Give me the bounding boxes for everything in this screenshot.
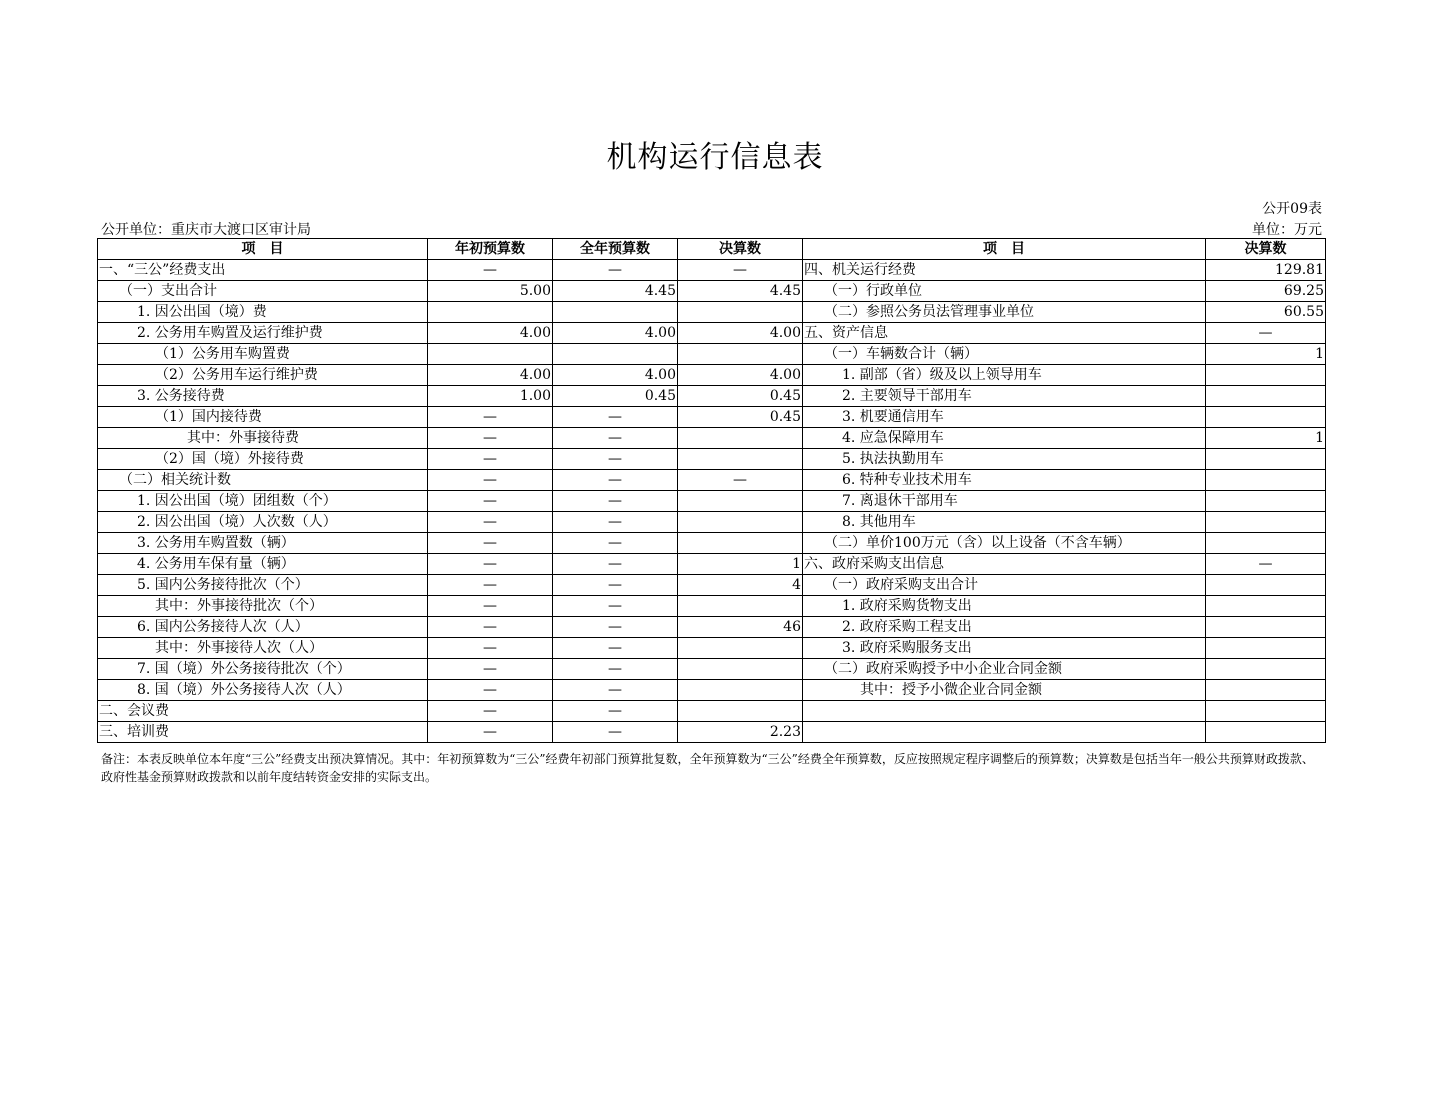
- annual-budget-cell: 4.00: [553, 365, 678, 386]
- initial-budget-cell: —: [428, 596, 553, 617]
- right-final-account-cell: [1206, 407, 1326, 428]
- table-row: [98, 470, 1326, 491]
- header-item-right: 项 目: [803, 239, 1206, 260]
- initial-budget-cell: —: [428, 407, 553, 428]
- final-account-cell: 46: [678, 617, 803, 638]
- right-final-account-cell: [1206, 386, 1326, 407]
- final-account-cell: —: [678, 470, 803, 491]
- initial-budget-cell: [428, 302, 553, 323]
- right-final-account-cell: 1: [1206, 344, 1326, 365]
- right-item-label: 其中：授予小微企业合同金额: [803, 680, 1206, 701]
- initial-budget-cell: —: [428, 260, 553, 281]
- table-row: [98, 491, 1326, 512]
- right-item-label: 3. 政府采购服务支出: [803, 638, 1206, 659]
- initial-budget-cell: —: [428, 659, 553, 680]
- right-final-account-cell: —: [1206, 554, 1326, 575]
- right-item-label: （一）车辆数合计（辆）: [803, 344, 1206, 365]
- right-item-label: 5. 执法执勤用车: [803, 449, 1206, 470]
- final-account-cell: 4.00: [678, 365, 803, 386]
- page-title: 机构运行信息表: [606, 140, 824, 175]
- header-initial-budget: 年初预算数: [428, 239, 553, 260]
- header-item-left: 项 目: [98, 239, 428, 260]
- item-label: （1）国内接待费: [98, 407, 428, 428]
- right-final-account-cell: 60.55: [1206, 302, 1326, 323]
- table-row: [98, 596, 1326, 617]
- final-account-cell: [678, 344, 803, 365]
- header-row: [98, 239, 1326, 260]
- table-row: [98, 533, 1326, 554]
- initial-budget-cell: [428, 344, 553, 365]
- right-item-label: （二）参照公务员法管理事业单位: [803, 302, 1206, 323]
- right-final-account-cell: —: [1206, 323, 1326, 344]
- initial-budget-cell: —: [428, 554, 553, 575]
- item-label: 3. 公务接待费: [98, 386, 428, 407]
- right-item-label: 四、机关运行经费: [803, 260, 1206, 281]
- right-final-account-cell: [1206, 533, 1326, 554]
- annual-budget-cell: 4.00: [553, 323, 678, 344]
- annual-budget-cell: —: [553, 617, 678, 638]
- initial-budget-cell: —: [428, 491, 553, 512]
- final-account-cell: [678, 701, 803, 722]
- right-item-label: 1. 副部（省）级及以上领导用车: [803, 365, 1206, 386]
- right-item-label: （二）政府采购授予中小企业合同金额: [803, 659, 1206, 680]
- annual-budget-cell: —: [553, 428, 678, 449]
- table-row: [98, 407, 1326, 428]
- right-item-label: 6. 特种专业技术用车: [803, 470, 1206, 491]
- right-item-label: （一）行政单位: [803, 281, 1206, 302]
- annual-budget-cell: —: [553, 659, 678, 680]
- item-label: 1. 因公出国（境）团组数（个）: [98, 491, 428, 512]
- final-account-cell: [678, 680, 803, 701]
- table-row: [98, 512, 1326, 533]
- initial-budget-cell: —: [428, 470, 553, 491]
- table-row: [98, 617, 1326, 638]
- table-row: [98, 449, 1326, 470]
- initial-budget-cell: 4.00: [428, 365, 553, 386]
- annual-budget-cell: —: [553, 638, 678, 659]
- item-label: （2）国（境）外接待费: [98, 449, 428, 470]
- right-final-account-cell: 69.25: [1206, 281, 1326, 302]
- annual-budget-cell: —: [553, 512, 678, 533]
- info-table: [97, 238, 1326, 743]
- table-row: [98, 302, 1326, 323]
- item-label: 2. 因公出国（境）人次数（人）: [98, 512, 428, 533]
- right-item-label: 1. 政府采购货物支出: [803, 596, 1206, 617]
- right-item-label: [803, 701, 1206, 722]
- final-account-cell: 1: [678, 554, 803, 575]
- table-row: [98, 680, 1326, 701]
- annual-budget-cell: 0.45: [553, 386, 678, 407]
- final-account-cell: 4: [678, 575, 803, 596]
- annual-budget-cell: —: [553, 554, 678, 575]
- table-row: [98, 638, 1326, 659]
- final-account-cell: [678, 638, 803, 659]
- right-final-account-cell: [1206, 491, 1326, 512]
- right-final-account-cell: [1206, 680, 1326, 701]
- right-item-label: （二）单价100万元（含）以上设备（不含车辆）: [803, 533, 1206, 554]
- annual-budget-cell: 4.45: [553, 281, 678, 302]
- table-row: [98, 428, 1326, 449]
- header-final-account-right: 决算数: [1206, 239, 1326, 260]
- item-label: 2. 公务用车购置及运行维护费: [98, 323, 428, 344]
- right-final-account-cell: 1: [1206, 428, 1326, 449]
- annual-budget-cell: —: [553, 407, 678, 428]
- table-row: [98, 365, 1326, 386]
- right-item-label: （一）政府采购支出合计: [803, 575, 1206, 596]
- item-label: （二）相关统计数: [98, 470, 428, 491]
- right-final-account-cell: [1206, 470, 1326, 491]
- right-final-account-cell: [1206, 701, 1326, 722]
- initial-budget-cell: —: [428, 575, 553, 596]
- table-row: [98, 554, 1326, 575]
- annual-budget-cell: —: [553, 701, 678, 722]
- item-label: 6. 国内公务接待人次（人）: [98, 617, 428, 638]
- final-account-cell: 2.23: [678, 722, 803, 743]
- annual-budget-cell: —: [553, 722, 678, 743]
- currency-unit: 单位：万元: [1252, 222, 1322, 238]
- annual-budget-cell: —: [553, 449, 678, 470]
- item-label: 其中：外事接待人次（人）: [98, 638, 428, 659]
- initial-budget-cell: —: [428, 680, 553, 701]
- header-final-account: 决算数: [678, 239, 803, 260]
- table-row: [98, 386, 1326, 407]
- initial-budget-cell: —: [428, 449, 553, 470]
- final-account-cell: [678, 596, 803, 617]
- item-label: 二、会议费: [98, 701, 428, 722]
- item-label: 1. 因公出国（境）费: [98, 302, 428, 323]
- form-number: 公开09表: [1262, 201, 1322, 217]
- initial-budget-cell: —: [428, 512, 553, 533]
- right-final-account-cell: [1206, 638, 1326, 659]
- initial-budget-cell: 4.00: [428, 323, 553, 344]
- annual-budget-cell: —: [553, 680, 678, 701]
- annual-budget-cell: —: [553, 575, 678, 596]
- initial-budget-cell: —: [428, 638, 553, 659]
- right-final-account-cell: [1206, 596, 1326, 617]
- final-account-cell: 4.45: [678, 281, 803, 302]
- final-account-cell: [678, 659, 803, 680]
- right-final-account-cell: [1206, 722, 1326, 743]
- item-label: 8. 国（境）外公务接待人次（人）: [98, 680, 428, 701]
- final-account-cell: [678, 512, 803, 533]
- right-item-label: 8. 其他用车: [803, 512, 1206, 533]
- item-label: 5. 国内公务接待批次（个）: [98, 575, 428, 596]
- table-row: [98, 344, 1326, 365]
- annual-budget-cell: —: [553, 596, 678, 617]
- right-item-label: 7. 离退休干部用车: [803, 491, 1206, 512]
- annual-budget-cell: [553, 344, 678, 365]
- initial-budget-cell: —: [428, 701, 553, 722]
- annual-budget-cell: —: [553, 533, 678, 554]
- right-item-label: 六、政府采购支出信息: [803, 554, 1206, 575]
- final-account-cell: [678, 491, 803, 512]
- item-label: 三、培训费: [98, 722, 428, 743]
- item-label: 4. 公务用车保有量（辆）: [98, 554, 428, 575]
- final-account-cell: [678, 533, 803, 554]
- item-label: 3. 公务用车购置数（辆）: [98, 533, 428, 554]
- table-row: [98, 575, 1326, 596]
- item-label: （2）公务用车运行维护费: [98, 365, 428, 386]
- item-label: 7. 国（境）外公务接待批次（个）: [98, 659, 428, 680]
- table-row: [98, 281, 1326, 302]
- annual-budget-cell: [553, 302, 678, 323]
- final-account-cell: [678, 302, 803, 323]
- initial-budget-cell: —: [428, 428, 553, 449]
- footnote: 备注：本表反映单位本年度“三公”经费支出预决算情况。其中：年初预算数为“三公”经费年初部门预算批复数，全年预算数为“三公”经费全年预算数，反应按照规定程序调整后的预算数；决算数是包括当年一般公共预算财政拨款、政府性基金预算财政拨款和以前年度结转资金安排的实际支出。: [101, 752, 1314, 784]
- final-account-cell: 0.45: [678, 407, 803, 428]
- right-final-account-cell: 129.81: [1206, 260, 1326, 281]
- right-final-account-cell: [1206, 659, 1326, 680]
- header-annual-budget: 全年预算数: [553, 239, 678, 260]
- table-row: [98, 323, 1326, 344]
- right-final-account-cell: [1206, 575, 1326, 596]
- final-account-cell: [678, 428, 803, 449]
- initial-budget-cell: 1.00: [428, 386, 553, 407]
- item-label: 一、“三公”经费支出: [98, 260, 428, 281]
- table-row: [98, 722, 1326, 743]
- final-account-cell: —: [678, 260, 803, 281]
- initial-budget-cell: —: [428, 617, 553, 638]
- item-label: （一）支出合计: [98, 281, 428, 302]
- right-final-account-cell: [1206, 449, 1326, 470]
- final-account-cell: 0.45: [678, 386, 803, 407]
- right-item-label: 3. 机要通信用车: [803, 407, 1206, 428]
- right-item-label: 2. 政府采购工程支出: [803, 617, 1206, 638]
- annual-budget-cell: —: [553, 491, 678, 512]
- right-item-label: 4. 应急保障用车: [803, 428, 1206, 449]
- reporting-unit: 公开单位：重庆市大渡口区审计局: [101, 222, 311, 238]
- right-item-label: [803, 722, 1206, 743]
- annual-budget-cell: —: [553, 470, 678, 491]
- right-final-account-cell: [1206, 617, 1326, 638]
- right-final-account-cell: [1206, 512, 1326, 533]
- initial-budget-cell: 5.00: [428, 281, 553, 302]
- table-row: [98, 701, 1326, 722]
- table-row: [98, 659, 1326, 680]
- item-label: （1）公务用车购置费: [98, 344, 428, 365]
- right-item-label: 五、资产信息: [803, 323, 1206, 344]
- initial-budget-cell: —: [428, 722, 553, 743]
- table-row: [98, 260, 1326, 281]
- right-final-account-cell: [1206, 365, 1326, 386]
- final-account-cell: [678, 449, 803, 470]
- annual-budget-cell: —: [553, 260, 678, 281]
- final-account-cell: 4.00: [678, 323, 803, 344]
- initial-budget-cell: —: [428, 533, 553, 554]
- right-item-label: 2. 主要领导干部用车: [803, 386, 1206, 407]
- item-label: 其中：外事接待批次（个）: [98, 596, 428, 617]
- item-label: 其中：外事接待费: [98, 428, 428, 449]
